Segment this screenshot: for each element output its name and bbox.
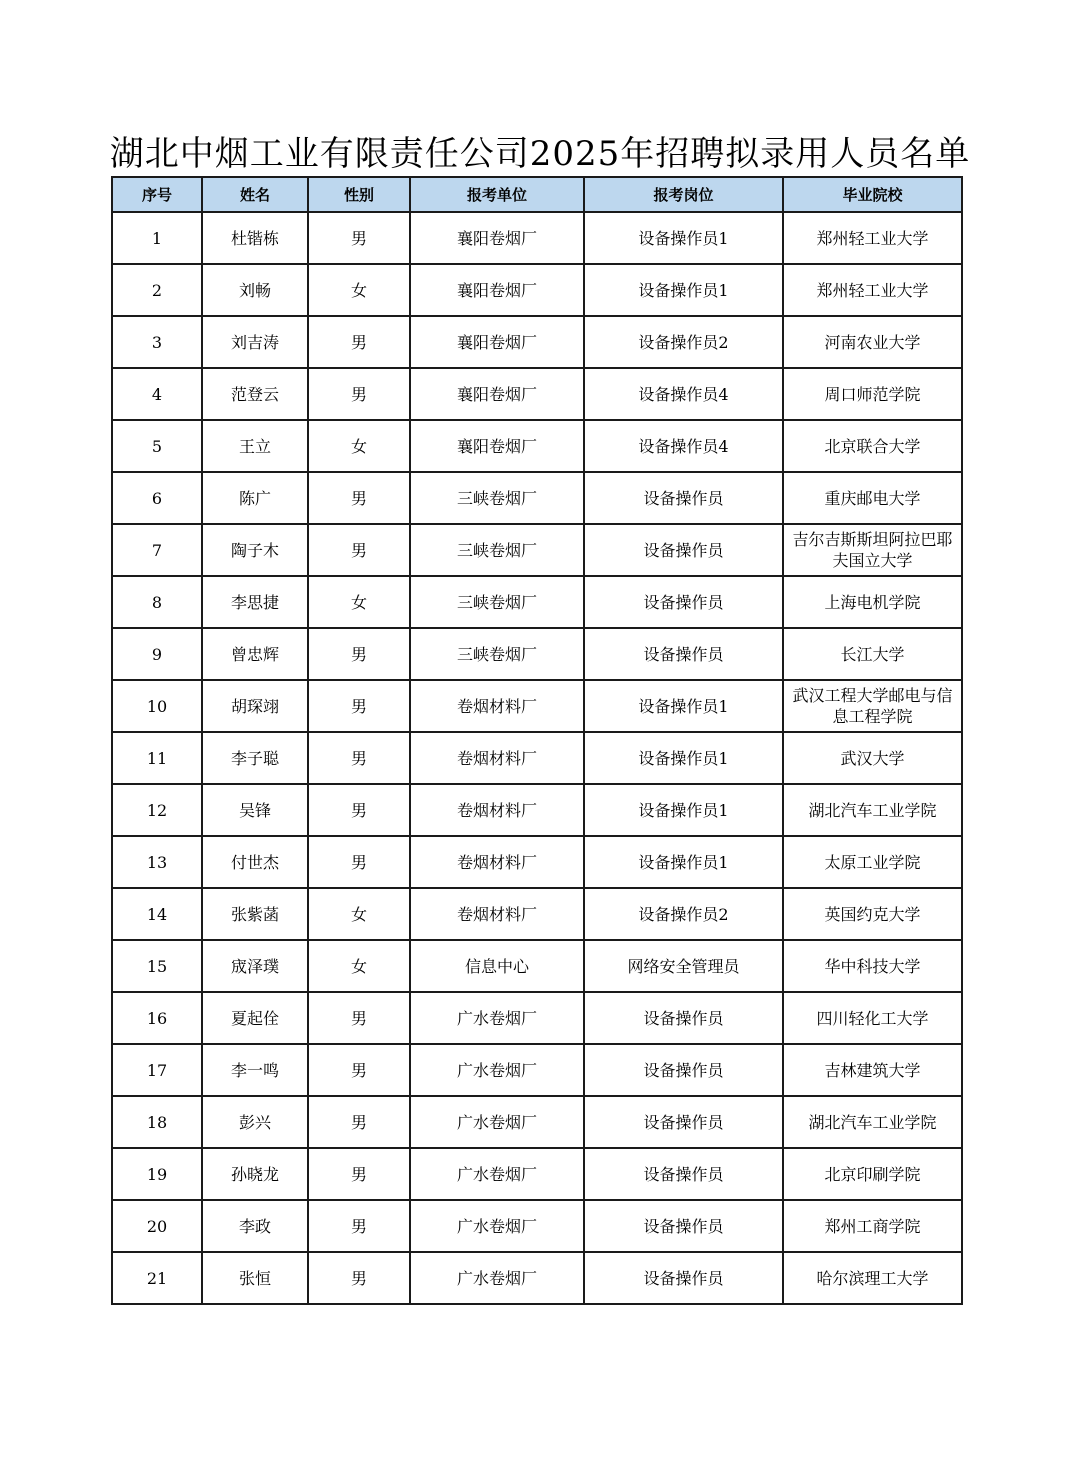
cell-position: 设备操作员1 <box>584 732 783 784</box>
cell-position: 网络安全管理员 <box>584 940 783 992</box>
cell-name: 付世杰 <box>202 836 308 888</box>
cell-name: 张紫菡 <box>202 888 308 940</box>
cell-school: 英国约克大学 <box>783 888 962 940</box>
table-row <box>112 732 962 784</box>
cell-unit: 襄阳卷烟厂 <box>410 420 584 472</box>
roster-body <box>112 212 962 1304</box>
cell-position: 设备操作员 <box>584 1044 783 1096</box>
cell-gender: 女 <box>308 420 410 472</box>
cell-index: 11 <box>112 732 202 784</box>
cell-position: 设备操作员2 <box>584 316 783 368</box>
cell-name: 李思捷 <box>202 576 308 628</box>
cell-gender: 男 <box>308 732 410 784</box>
cell-school: 吉尔吉斯斯坦阿拉巴耶夫国立大学 <box>783 524 962 576</box>
cell-position: 设备操作员4 <box>584 420 783 472</box>
cell-unit: 广水卷烟厂 <box>410 1096 584 1148</box>
cell-school: 哈尔滨理工大学 <box>783 1252 962 1304</box>
cell-name: 曾忠辉 <box>202 628 308 680</box>
cell-index: 21 <box>112 1252 202 1304</box>
table-row <box>112 1252 962 1304</box>
cell-index: 1 <box>112 212 202 264</box>
cell-position: 设备操作员 <box>584 1252 783 1304</box>
cell-index: 9 <box>112 628 202 680</box>
col-header-unit: 报考单位 <box>410 177 584 212</box>
cell-gender: 男 <box>308 212 410 264</box>
table-row <box>112 784 962 836</box>
cell-index: 17 <box>112 1044 202 1096</box>
cell-index: 6 <box>112 472 202 524</box>
cell-name: 刘吉涛 <box>202 316 308 368</box>
cell-gender: 男 <box>308 1200 410 1252</box>
cell-gender: 女 <box>308 264 410 316</box>
cell-unit: 三峡卷烟厂 <box>410 628 584 680</box>
cell-gender: 男 <box>308 316 410 368</box>
cell-school: 郑州轻工业大学 <box>783 212 962 264</box>
table-row <box>112 888 962 940</box>
cell-gender: 男 <box>308 1044 410 1096</box>
cell-school: 北京印刷学院 <box>783 1148 962 1200</box>
cell-position: 设备操作员 <box>584 1096 783 1148</box>
cell-unit: 卷烟材料厂 <box>410 732 584 784</box>
cell-position: 设备操作员1 <box>584 836 783 888</box>
cell-unit: 卷烟材料厂 <box>410 784 584 836</box>
cell-position: 设备操作员 <box>584 992 783 1044</box>
cell-name: 李一鸣 <box>202 1044 308 1096</box>
table-row <box>112 368 962 420</box>
cell-school: 湖北汽车工业学院 <box>783 1096 962 1148</box>
cell-position: 设备操作员 <box>584 524 783 576</box>
roster-table <box>111 176 963 1305</box>
cell-position: 设备操作员2 <box>584 888 783 940</box>
cell-unit: 信息中心 <box>410 940 584 992</box>
table-row <box>112 680 962 732</box>
table-row <box>112 264 962 316</box>
cell-index: 20 <box>112 1200 202 1252</box>
cell-name: 胡琛翊 <box>202 680 308 732</box>
cell-gender: 男 <box>308 1148 410 1200</box>
cell-name: 王立 <box>202 420 308 472</box>
table-row <box>112 576 962 628</box>
cell-school: 长江大学 <box>783 628 962 680</box>
cell-unit: 襄阳卷烟厂 <box>410 316 584 368</box>
cell-index: 16 <box>112 992 202 1044</box>
cell-position: 设备操作员4 <box>584 368 783 420</box>
cell-unit: 广水卷烟厂 <box>410 992 584 1044</box>
cell-school: 四川轻化工大学 <box>783 992 962 1044</box>
table-row <box>112 1044 962 1096</box>
cell-school: 武汉工程大学邮电与信息工程学院 <box>783 680 962 732</box>
cell-unit: 广水卷烟厂 <box>410 1200 584 1252</box>
cell-name: 范登云 <box>202 368 308 420</box>
table-row <box>112 836 962 888</box>
cell-position: 设备操作员1 <box>584 784 783 836</box>
cell-unit: 卷烟材料厂 <box>410 680 584 732</box>
cell-position: 设备操作员1 <box>584 264 783 316</box>
cell-position: 设备操作员1 <box>584 212 783 264</box>
cell-name: 孙晓龙 <box>202 1148 308 1200</box>
cell-school: 北京联合大学 <box>783 420 962 472</box>
cell-school: 河南农业大学 <box>783 316 962 368</box>
cell-school: 武汉大学 <box>783 732 962 784</box>
cell-name: 杜锴栋 <box>202 212 308 264</box>
cell-index: 4 <box>112 368 202 420</box>
cell-index: 3 <box>112 316 202 368</box>
cell-unit: 三峡卷烟厂 <box>410 576 584 628</box>
cell-gender: 女 <box>308 940 410 992</box>
col-header-index: 序号 <box>112 177 202 212</box>
cell-name: 宬泽璞 <box>202 940 308 992</box>
cell-gender: 男 <box>308 368 410 420</box>
cell-name: 彭兴 <box>202 1096 308 1148</box>
table-row <box>112 1148 962 1200</box>
header-row <box>112 177 962 212</box>
cell-unit: 三峡卷烟厂 <box>410 524 584 576</box>
col-header-school: 毕业院校 <box>783 177 962 212</box>
cell-gender: 男 <box>308 524 410 576</box>
cell-school: 重庆邮电大学 <box>783 472 962 524</box>
cell-gender: 男 <box>308 680 410 732</box>
cell-name: 张恒 <box>202 1252 308 1304</box>
cell-index: 2 <box>112 264 202 316</box>
cell-name: 吴锋 <box>202 784 308 836</box>
cell-position: 设备操作员 <box>584 1200 783 1252</box>
cell-position: 设备操作员 <box>584 576 783 628</box>
cell-school: 太原工业学院 <box>783 836 962 888</box>
cell-gender: 男 <box>308 472 410 524</box>
page-title: 湖北中烟工业有限责任公司2025年招聘拟录用人员名单 <box>109 134 971 174</box>
cell-gender: 男 <box>308 628 410 680</box>
cell-index: 13 <box>112 836 202 888</box>
cell-unit: 广水卷烟厂 <box>410 1148 584 1200</box>
cell-unit: 卷烟材料厂 <box>410 888 584 940</box>
cell-school: 吉林建筑大学 <box>783 1044 962 1096</box>
cell-name: 李政 <box>202 1200 308 1252</box>
cell-unit: 广水卷烟厂 <box>410 1252 584 1304</box>
cell-name: 陈广 <box>202 472 308 524</box>
cell-gender: 男 <box>308 992 410 1044</box>
cell-index: 15 <box>112 940 202 992</box>
table-row <box>112 524 962 576</box>
cell-unit: 襄阳卷烟厂 <box>410 368 584 420</box>
cell-unit: 襄阳卷烟厂 <box>410 212 584 264</box>
cell-index: 12 <box>112 784 202 836</box>
cell-name: 夏起佺 <box>202 992 308 1044</box>
cell-index: 8 <box>112 576 202 628</box>
cell-gender: 女 <box>308 576 410 628</box>
cell-unit: 三峡卷烟厂 <box>410 472 584 524</box>
cell-index: 10 <box>112 680 202 732</box>
table-row <box>112 472 962 524</box>
cell-school: 华中科技大学 <box>783 940 962 992</box>
cell-name: 陶子木 <box>202 524 308 576</box>
table-row <box>112 628 962 680</box>
cell-position: 设备操作员 <box>584 628 783 680</box>
table-row <box>112 212 962 264</box>
cell-index: 19 <box>112 1148 202 1200</box>
col-header-gender: 性别 <box>308 177 410 212</box>
cell-index: 7 <box>112 524 202 576</box>
cell-name: 刘畅 <box>202 264 308 316</box>
cell-gender: 男 <box>308 836 410 888</box>
cell-name: 李子聪 <box>202 732 308 784</box>
cell-index: 18 <box>112 1096 202 1148</box>
cell-school: 周口师范学院 <box>783 368 962 420</box>
cell-gender: 男 <box>308 784 410 836</box>
table-row <box>112 316 962 368</box>
cell-position: 设备操作员1 <box>584 680 783 732</box>
table-row <box>112 940 962 992</box>
cell-school: 湖北汽车工业学院 <box>783 784 962 836</box>
col-header-name: 姓名 <box>202 177 308 212</box>
cell-unit: 卷烟材料厂 <box>410 836 584 888</box>
cell-index: 5 <box>112 420 202 472</box>
table-row <box>112 1096 962 1148</box>
cell-school: 郑州工商学院 <box>783 1200 962 1252</box>
cell-school: 郑州轻工业大学 <box>783 264 962 316</box>
cell-gender: 男 <box>308 1096 410 1148</box>
table-row <box>112 992 962 1044</box>
cell-gender: 女 <box>308 888 410 940</box>
cell-unit: 广水卷烟厂 <box>410 1044 584 1096</box>
cell-gender: 男 <box>308 1252 410 1304</box>
table-row <box>112 420 962 472</box>
cell-position: 设备操作员 <box>584 1148 783 1200</box>
cell-index: 14 <box>112 888 202 940</box>
table-row <box>112 1200 962 1252</box>
cell-unit: 襄阳卷烟厂 <box>410 264 584 316</box>
cell-school: 上海电机学院 <box>783 576 962 628</box>
col-header-position: 报考岗位 <box>584 177 783 212</box>
cell-position: 设备操作员 <box>584 472 783 524</box>
